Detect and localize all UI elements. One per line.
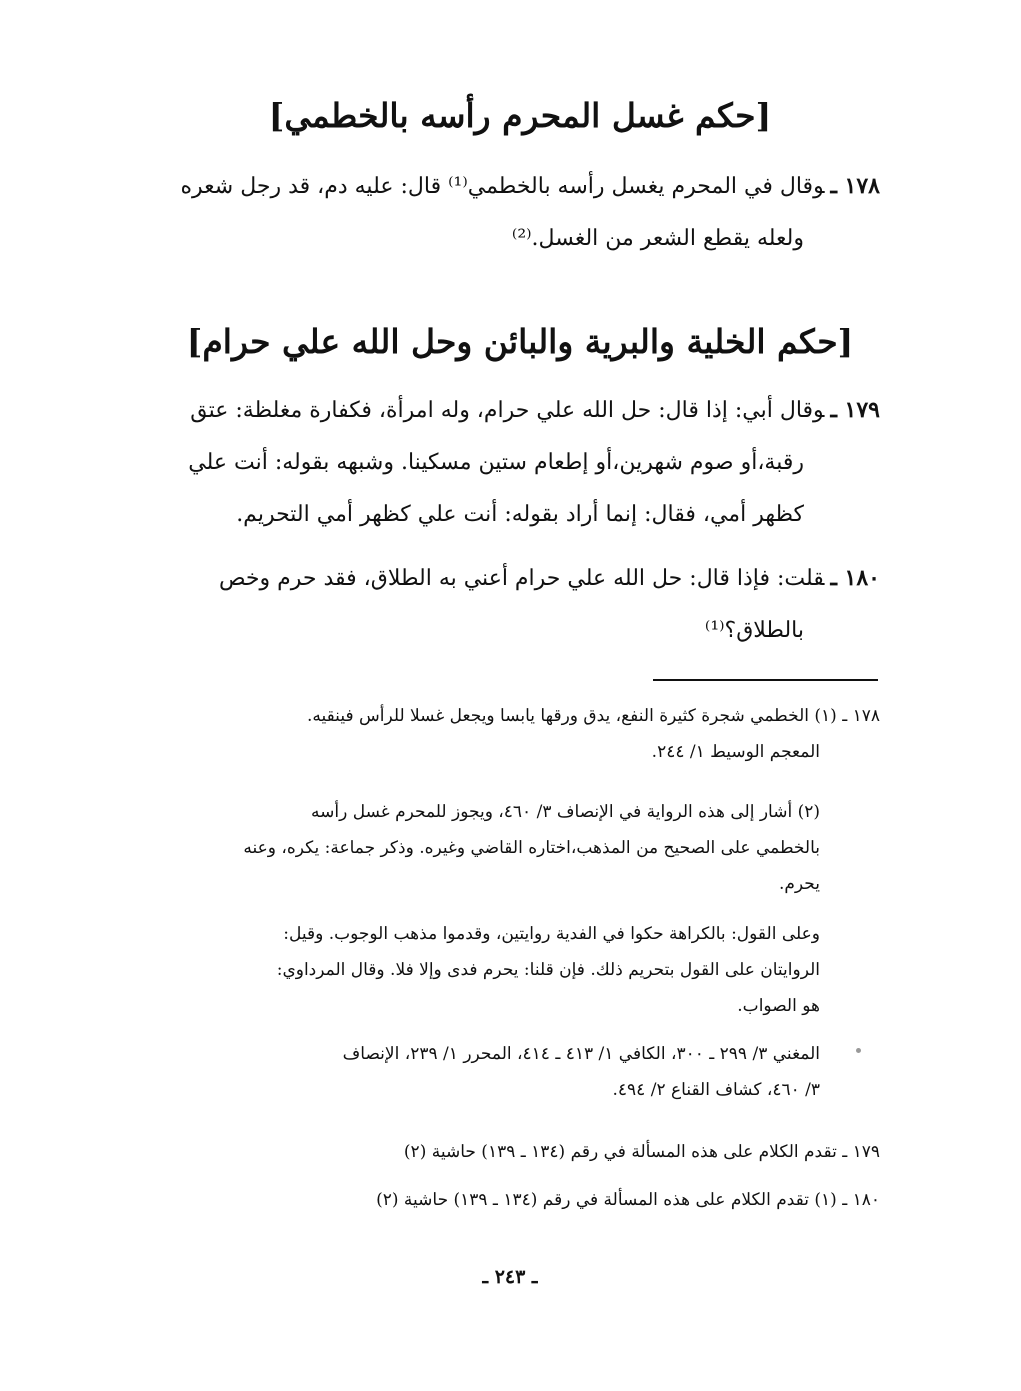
entry-line: كظهر أمي، فقال: إنما أراد بقوله: أنت علي كظهر أمي التحريم. <box>236 502 804 527</box>
entry-line: رقبة،أو صوم شهرين،أو إطعام ستين مسكينا. وشبهه بقوله: أنت علي <box>188 450 804 475</box>
entry-number: ١٧٨ ـ <box>830 173 880 199</box>
entry-line: ١٧٨ ـوقال في المحرم يغسل رأسه بالخطمي⁽¹⁾ قال: عليه دم، قد رجل شعره <box>180 173 880 199</box>
page-number: ـ ٢٤٣ ـ <box>482 1266 538 1288</box>
footnote-separator <box>653 679 878 681</box>
footnote-178-2-cont: وعلى القول: بالكراهة حكوا في الفدية روايتين، وقدموا مذهب الوجوب. وقيل: الروايتان على القول بتحريم ذلك. فإن قلنا: يحرم فدى وإلا فلا. وقال المرداوي: هو الصواب. <box>276 924 820 1016</box>
entry-number: ١٨٠ ـ <box>830 565 880 591</box>
entry-line: ١٨٠ ـقلت: فإذا قال: حل الله علي حرام أعني به الطلاق، فقد حرم وخص <box>218 565 880 591</box>
speck-mark <box>856 1048 861 1053</box>
footnote-179: ١٧٩ ـ تقدم الكلام على هذه المسألة في رقم (١٣٤ ـ ١٣٩) حاشية (٢) <box>403 1142 880 1162</box>
entry-180 <box>160 552 880 657</box>
footnote-178-1: ١٧٨ ـ (١) الخطمي شجرة كثيرة النفع، يدق ورقها يابسا ويجعل غسلا للرأس فينقيه. المعجم الوسيط ١/ ٢٤٤. <box>306 706 880 762</box>
entry-line: ولعله يقطع الشعر من الغسل.⁽²⁾ <box>511 226 804 251</box>
entry-number: ١٧٩ ـ <box>830 397 880 423</box>
entry-179 <box>160 384 880 541</box>
section-heading-haram: [حكم الخلية والبرية والبائن وحل الله علي حرام] <box>186 322 854 361</box>
section-heading-khatmi: [حكم غسل المحرم رأسه بالخطمي] <box>268 96 772 135</box>
entry-line: ١٧٩ ـوقال أبي: إذا قال: حل الله علي حرام، وله امرأة، فكفارة مغلظة: عتق <box>190 397 880 423</box>
footnote-178-2-refs: المغني ٣/ ٢٩٩ ـ ٣٠٠، الكافي ١/ ٤١٣ ـ ٤١٤، المحرر ١/ ٢٣٩، الإنصاف ٣/ ٤٦٠، كشاف القناع ٢/ ٤٩٤. <box>342 1044 820 1100</box>
entry-line: بالطلاق؟⁽¹⁾ <box>704 618 804 643</box>
footnote-178-2: (٢) أشار إلى هذه الرواية في الإنصاف ٣/ ٤٦٠، ويجوز للمحرم غسل رأسه بالخطمي على الصحيح من المذهب،اختاره القاضي وغيره. وذكر جماعة: يكره، وعنه يحرم. <box>243 802 820 894</box>
footnote-180: ١٨٠ ـ (١) تقدم الكلام على هذه المسألة في رقم (١٣٤ ـ ١٣٩) حاشية (٢) <box>376 1190 880 1210</box>
entry-178 <box>160 160 880 265</box>
